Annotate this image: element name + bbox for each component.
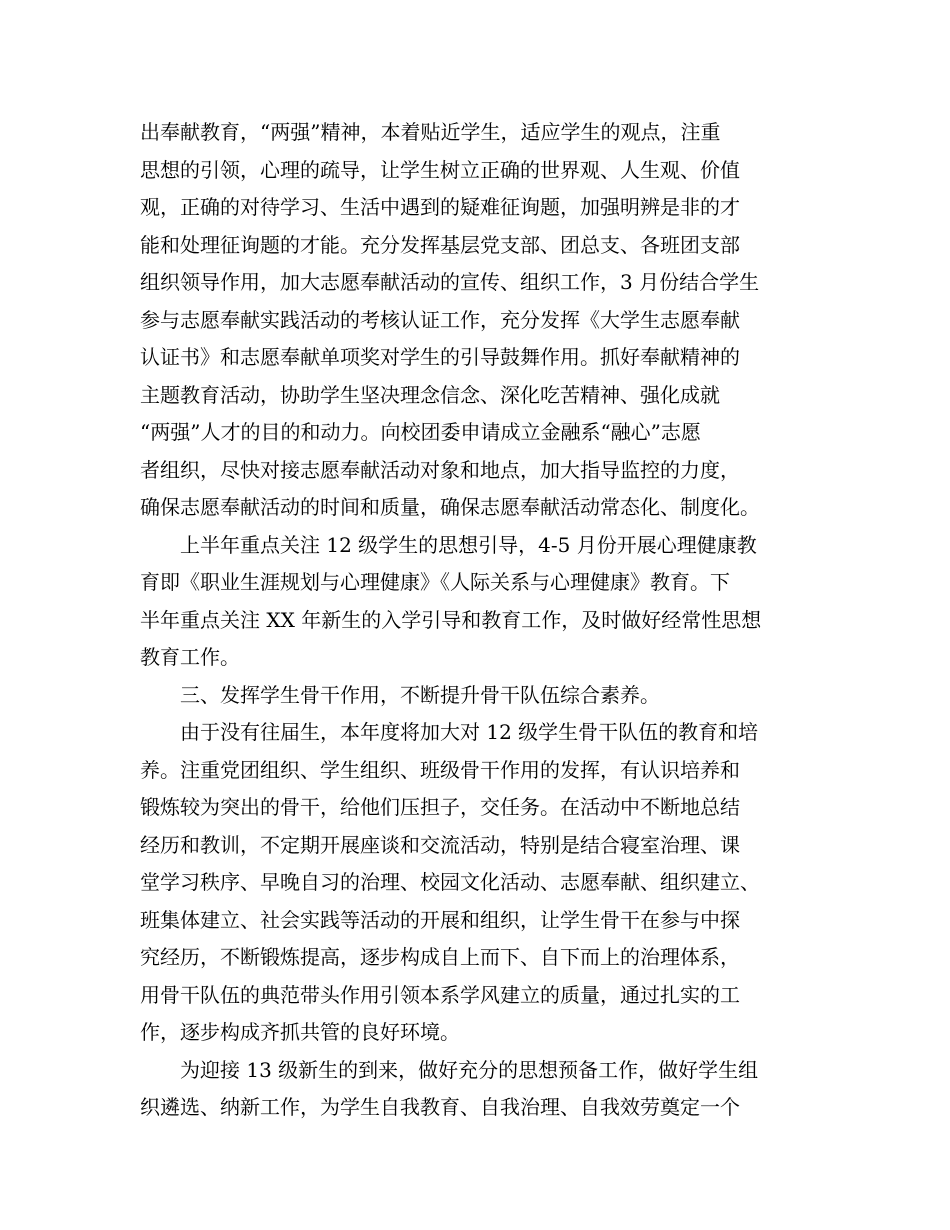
text-line: 主题教育活动，协助学生坚决理念信念、深化吃苦精神、强化成就 — [140, 382, 720, 407]
text-line: 班集体建立、社会实践等活动的开展和组织，让学生骨干在参与中探 — [140, 907, 740, 932]
text-line: 养。注重党团组织、学生组织、班级骨干作用的发挥，有认识培养和 — [140, 757, 740, 782]
text-line: 组织领导作用，加大志愿奉献活动的宣传、组织工作，3 月份结合学生 — [140, 270, 760, 294]
text-line: 堂学习秩序、早晚自习的治理、校园文化活动、志愿奉献、组织建立、 — [140, 870, 760, 894]
body-text — [140, 114, 820, 1127]
text-line: 锻炼较为突出的骨干，给他们压担子，交任务。在活动中不断地总结 — [140, 795, 740, 819]
section-heading: 三、发挥学生骨干作用，不断提升骨干队伍综合素养。 — [140, 682, 660, 707]
text-line: 教育工作。 — [140, 645, 240, 669]
text-line: 出奉献教育，“两强”精神，本着贴近学生，适应学生的观点，注重 — [140, 120, 721, 144]
text-line: 织遴选、纳新工作，为学生自我教育、自我治理、自我效劳奠定一个 — [140, 1095, 740, 1119]
text-line: 认证书》和志愿奉献单项奖对学生的引导鼓舞作用。抓好奉献精神的 — [140, 345, 740, 369]
text-line: 半年重点关注 XX 年新生的入学引导和教育工作，及时做好经常性思想 — [140, 607, 762, 632]
text-line: “两强”人才的目的和动力。向校团委申请成立金融系“融心”志愿 — [140, 420, 701, 444]
paragraph-start-line: 由于没有往届生，本年度将加大对 12 级学生骨干队伍的教育和培 — [140, 720, 759, 744]
text-line: 者组织，尽快对接志愿奉献活动对象和地点，加大指导监控的力度， — [140, 457, 740, 482]
text-line: 究经历，不断锻炼提高，逐步构成自上而下、自下而上的治理体系， — [140, 945, 740, 969]
paragraph-start-line: 上半年重点关注 12 级学生的思想引导，4-5 月份开展心理健康教 — [140, 532, 757, 557]
text-line: 育即《职业生涯规划与心理健康》《人际关系与心理健康》教育。下 — [140, 570, 730, 594]
text-line: 作，逐步构成齐抓共管的良好环境。 — [140, 1020, 460, 1044]
paragraph-start-line: 为迎接 13 级新生的到来，做好充分的思想预备工作，做好学生组 — [140, 1057, 759, 1082]
text-line: 经历和教训，不定期开展座谈和交流活动，特别是结合寝室治理、课 — [140, 832, 740, 857]
text-line: 用骨干队伍的典范带头作用引领本系学风建立的质量，通过扎实的工 — [140, 982, 740, 1007]
text-line: 能和处理征询题的才能。充分发挥基层党支部、团总支、各班团支部 — [140, 232, 740, 257]
text-line: 参与志愿奉献实践活动的考核认证工作，充分发挥《大学生志愿奉献 — [140, 307, 740, 332]
text-line: 确保志愿奉献活动的时间和质量，确保志愿奉献活动常态化、制度化。 — [140, 495, 760, 519]
text-line: 观，正确的对待学习、生活中遇到的疑难征询题，加强明辨是非的才 — [140, 195, 740, 219]
text-line: 思想的引领，心理的疏导，让学生树立正确的世界观、人生观、价值 — [140, 157, 740, 182]
